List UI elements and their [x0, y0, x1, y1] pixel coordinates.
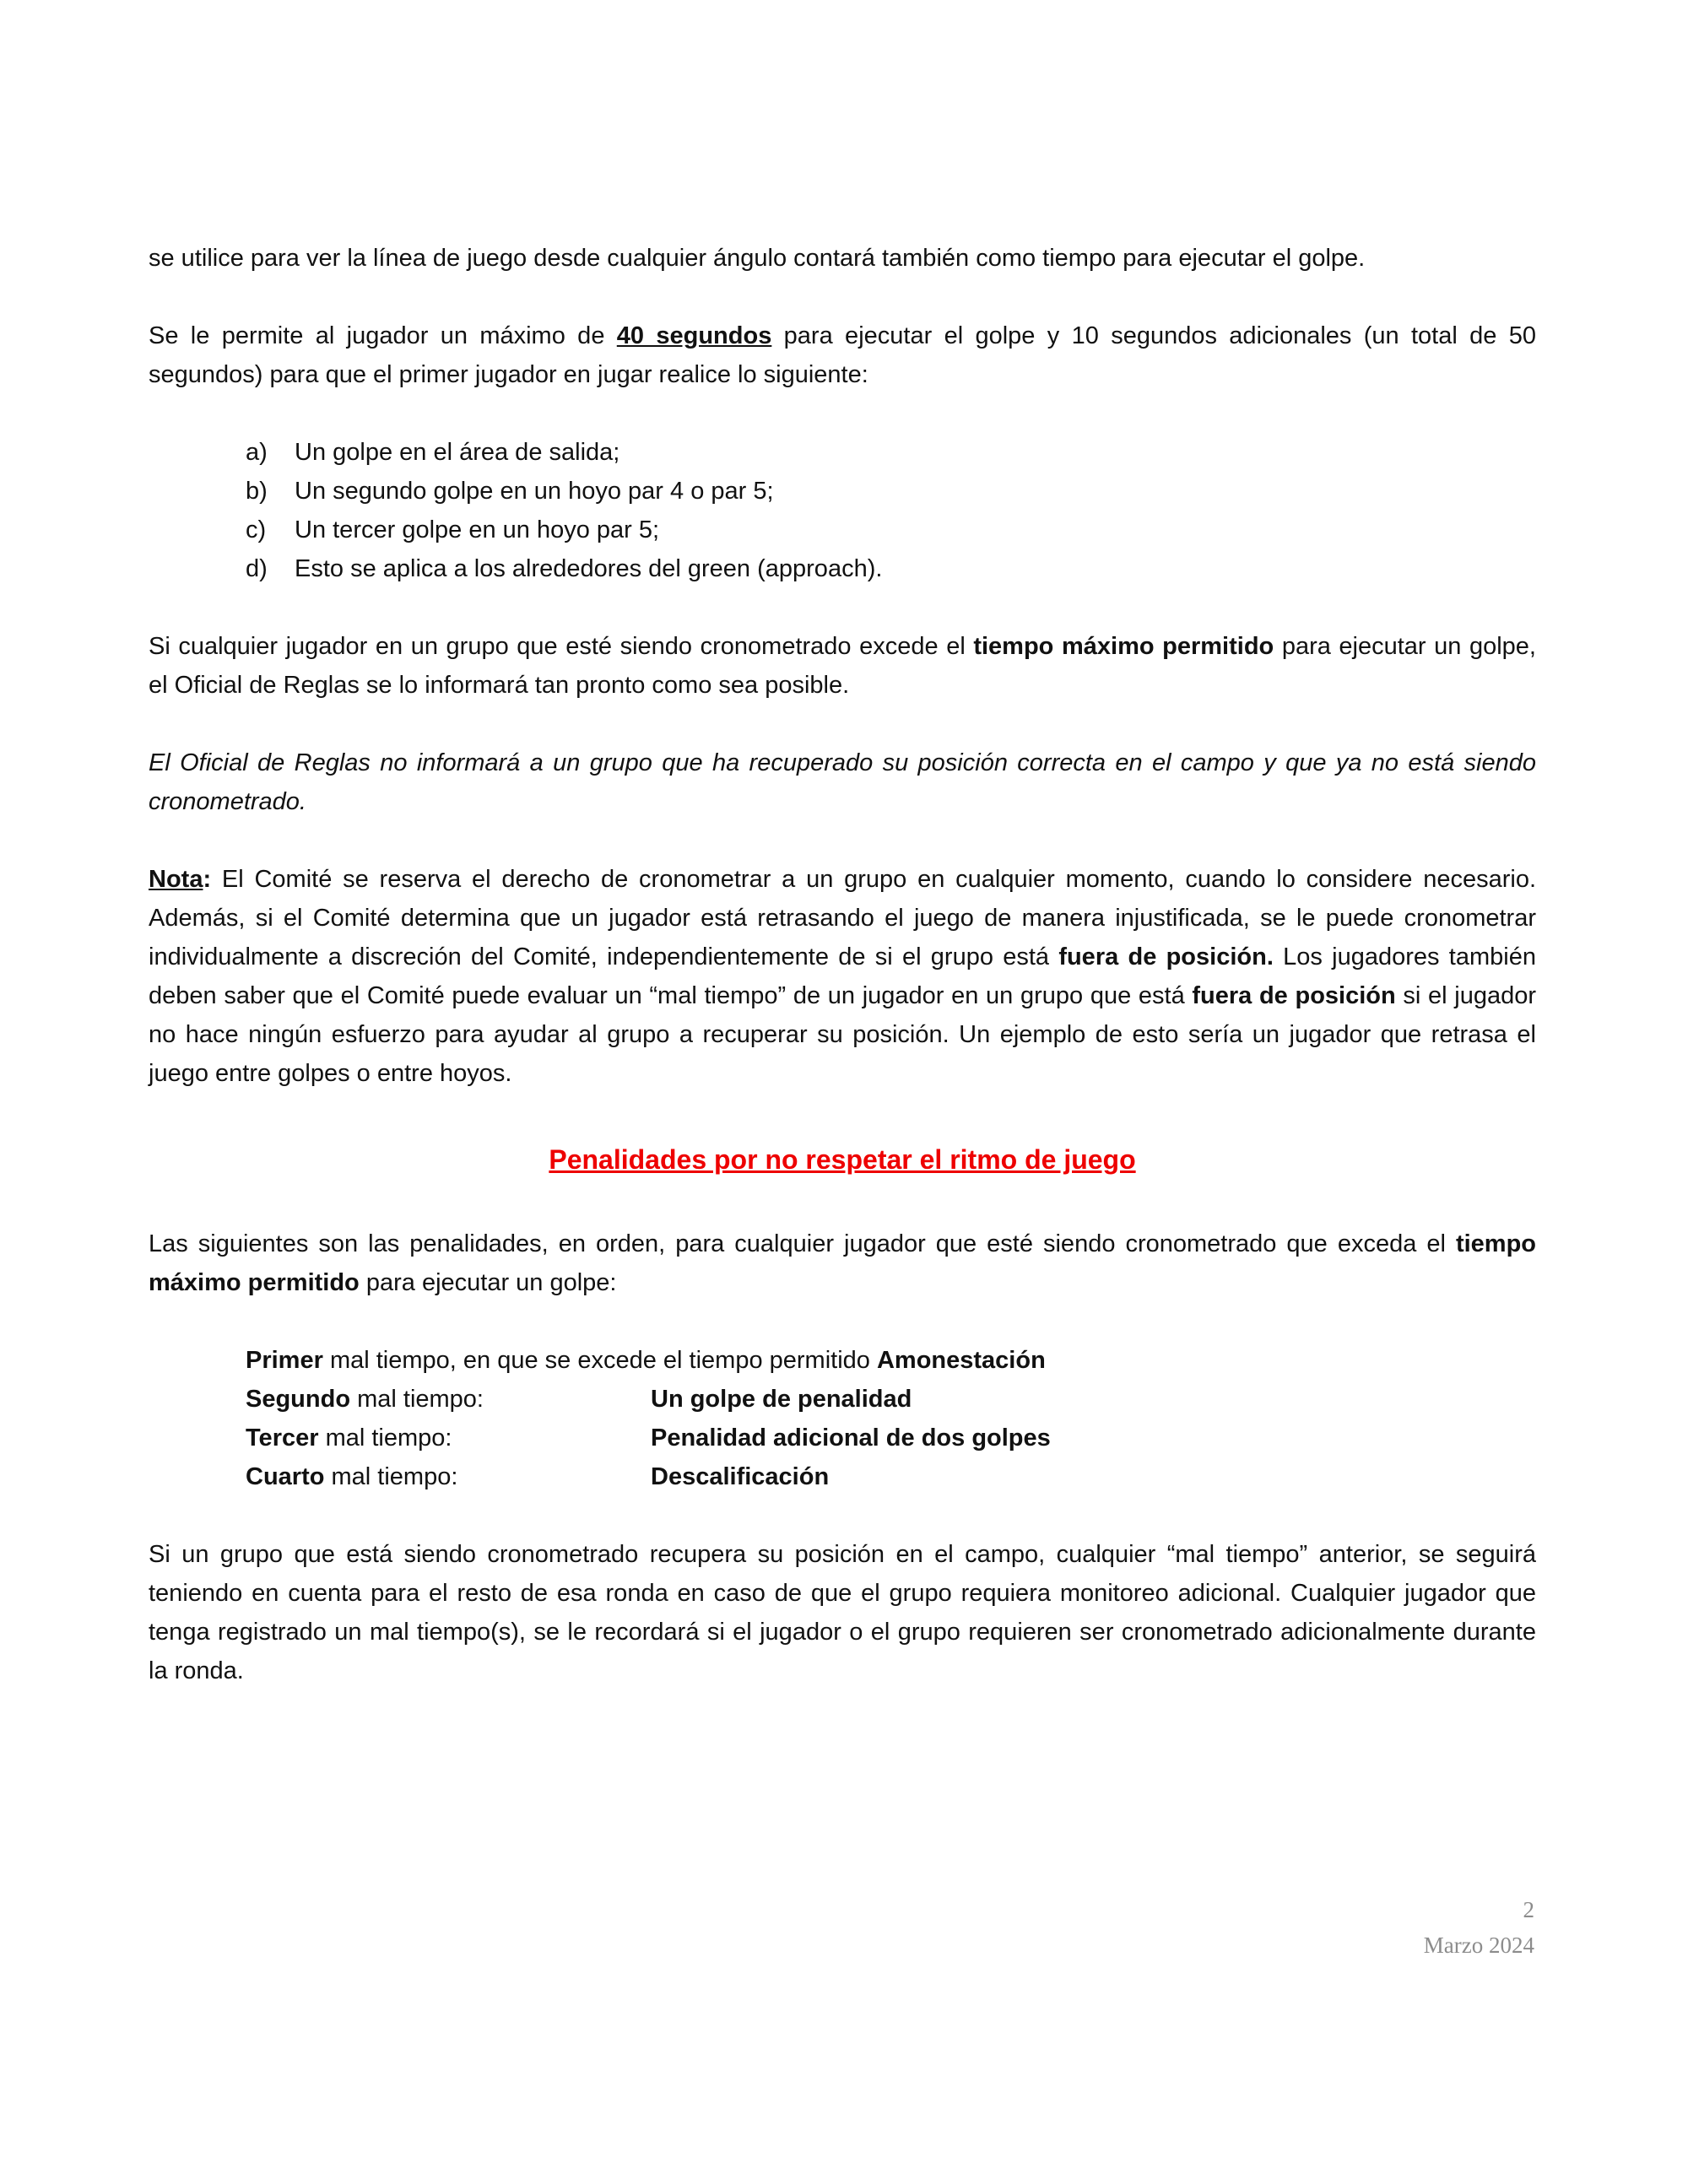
paragraph-penalties-intro	[149, 1224, 1544, 1302]
text-run: Se le permite al jugador un máximo de	[149, 322, 617, 349]
text-run: mal tiempo:	[350, 1386, 484, 1413]
list-item-text: Un tercer golpe en un hoyo par 5;	[295, 516, 660, 543]
penalty-label	[246, 1419, 651, 1457]
list-marker: d)	[246, 555, 268, 582]
text-run-40-seconds: 40 segundos	[616, 322, 772, 349]
penalty-row	[246, 1457, 1536, 1496]
list-item	[246, 433, 1536, 472]
section-heading-penalties: Penalidades por no respetar el ritmo de juego	[549, 1144, 1136, 1175]
text-run: :	[203, 866, 222, 893]
text-run-cuarto: Cuarto	[246, 1463, 325, 1490]
penalty-row	[246, 1419, 1536, 1457]
footer-date: Marzo 2024	[1423, 1933, 1534, 1958]
alpha-ordered-list	[246, 433, 1536, 588]
list-item	[246, 472, 1536, 511]
list-item-text: Un segundo golpe en un hoyo par 4 o par 5;	[295, 478, 774, 505]
text-run: El Comité se reserva el derecho de cronometrar a un grupo en cualquier momento, cuando lo considere necesario. Además, si el Comité determina que un jugador está retrasando el juego de manera injustificada, se le puede cronometrar individualmente a discreción del Comité, independientemente de si el grupo está	[149, 866, 1544, 970]
list-marker: a)	[246, 439, 268, 466]
text-run-primer: Primer	[246, 1347, 323, 1374]
text-run: mal tiempo, en que se excede el tiempo permitido	[322, 1347, 877, 1374]
list-item	[246, 549, 1536, 588]
penalty-value: Descalificación	[651, 1463, 830, 1490]
penalty-value: Un golpe de penalidad	[651, 1386, 912, 1413]
text-run: se utilice para ver la línea de juego desde cualquier ángulo contará también como tiempo para ejecutar el golpe.	[149, 245, 1366, 272]
penalty-label	[246, 1457, 651, 1496]
list-item-text: Un golpe en el área de salida;	[295, 439, 620, 466]
text-run-segundo: Segundo	[246, 1386, 351, 1413]
penalty-line-first	[246, 1341, 1536, 1380]
paragraph-exceed-time	[149, 627, 1544, 705]
text-run-tercer: Tercer	[246, 1424, 319, 1451]
text-run-max-time: tiempo máximo permitido	[973, 633, 1274, 660]
text-run: mal tiempo:	[318, 1424, 452, 1451]
paragraph-time-allowed	[149, 316, 1544, 394]
page-number: 2	[1523, 1897, 1534, 1922]
list-item-text: Esto se aplica a los alrededores del green (approach).	[295, 555, 883, 582]
paragraph-monitoring	[149, 1535, 1544, 1690]
text-run: para ejecutar un golpe:	[359, 1269, 617, 1296]
text-run: Los jugadores también deben saber que el Comité puede evaluar un “mal tiempo” de un jugador en un grupo que está	[149, 943, 1544, 1009]
text-run: mal tiempo:	[324, 1463, 458, 1490]
paragraph-intro-continuation	[149, 239, 1536, 278]
penalties-block	[246, 1341, 1536, 1496]
text-run: Las siguientes son las penalidades, en orden, para cualquier jugador que esté siendo cronometrado que exceda el	[149, 1230, 1456, 1257]
penalty-value: Penalidad adicional de dos golpes	[651, 1424, 1051, 1451]
paragraph-nota	[149, 860, 1544, 1093]
text-run: si el jugador no hace ningún esfuerzo para ayudar al grupo a recuperar su posición. Un ejemplo de esto sería un jugador que retrasa el juego entre golpes o entre hoyos.	[149, 982, 1544, 1087]
penalty-row	[246, 1380, 1536, 1419]
page-footer	[1424, 1892, 1534, 1963]
text-run-max-time: tiempo máximo permitido	[149, 1230, 1544, 1296]
text-run-nota: Nota	[149, 866, 203, 893]
text-run-out-of-position: fuera de posición	[1192, 982, 1396, 1009]
text-run: para ejecutar el golpe y 10 segundos adicionales (un total de 50 segundos) para que el primer jugador en jugar realice lo siguiente:	[149, 322, 1544, 388]
list-item	[246, 511, 1536, 549]
paragraph-official-italic	[149, 743, 1544, 821]
text-run-amonestacion: Amonestación	[876, 1347, 1046, 1374]
text-run-out-of-position: fuera de posición.	[1058, 943, 1274, 970]
text-run: Si cualquier jugador en un grupo que esté siendo cronometrado excede el	[149, 633, 974, 660]
text-run: Si un grupo que está siendo cronometrado recupera su posición en el campo, cualquier “mal tiempo” anterior, se seguirá teniendo en cuenta para el resto de esa ronda en caso de que el grupo requiera monitoreo adicional. Cualquier jugador que tenga registrado un mal tiempo(s), se le recordará si el jugador o el grupo requieren ser cronometrado adicionalmente durante la ronda.	[149, 1541, 1544, 1684]
penalty-label	[246, 1380, 651, 1419]
text-run-italic: El Oficial de Reglas no informará a un grupo que ha recuperado su posición correcta en el campo y que ya no está siendo cronometrado.	[149, 749, 1544, 815]
list-marker: c)	[246, 516, 267, 543]
text-run: para ejecutar un golpe, el Oficial de Reglas se lo informará tan pronto como sea posible.	[149, 633, 1544, 699]
list-marker: b)	[246, 478, 268, 505]
